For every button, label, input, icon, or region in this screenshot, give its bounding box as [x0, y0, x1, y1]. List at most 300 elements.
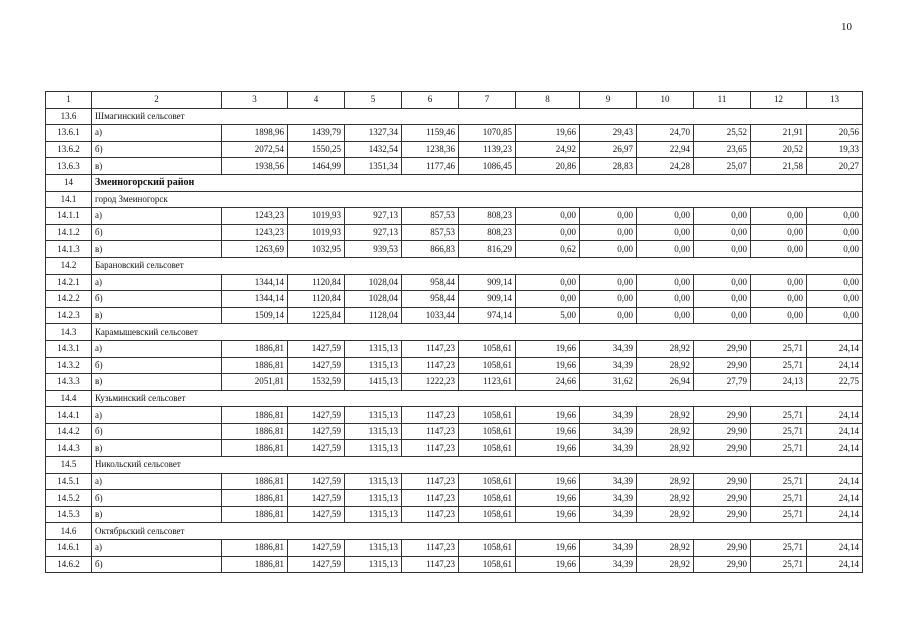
- value-cell: 1327,34: [345, 125, 402, 142]
- row-code: 14.2.2: [46, 291, 92, 308]
- table-row: [46, 473, 863, 490]
- value-cell: 28,92: [637, 506, 694, 523]
- value-cell: 24,14: [807, 357, 863, 374]
- table-row: [46, 374, 863, 391]
- value-cell: 29,90: [694, 423, 751, 440]
- section-title: Октябрьский сельсовет: [92, 523, 863, 540]
- value-cell: 1058,61: [459, 556, 516, 573]
- value-cell: 24,14: [807, 473, 863, 490]
- row-variant: б): [92, 357, 222, 374]
- value-cell: 29,90: [694, 556, 751, 573]
- value-cell: 1139,23: [459, 141, 516, 158]
- value-cell: 1243,23: [222, 224, 288, 241]
- value-cell: 1032,95: [288, 241, 345, 258]
- value-cell: 34,39: [580, 556, 637, 573]
- value-cell: 28,92: [637, 473, 694, 490]
- value-cell: 0,00: [807, 224, 863, 241]
- value-cell: 24,14: [807, 440, 863, 457]
- value-cell: 1427,59: [288, 540, 345, 557]
- row-variant: в): [92, 374, 222, 391]
- table-row: [46, 141, 863, 158]
- value-cell: 34,39: [580, 340, 637, 357]
- value-cell: 1070,85: [459, 125, 516, 142]
- tariff-table: [45, 91, 863, 573]
- value-cell: 0,00: [807, 274, 863, 291]
- row-code: 14.5.1: [46, 473, 92, 490]
- value-cell: 1147,23: [402, 440, 459, 457]
- value-cell: 1427,59: [288, 340, 345, 357]
- value-cell: 0,00: [580, 241, 637, 258]
- value-cell: 1427,59: [288, 556, 345, 573]
- value-cell: 0,00: [694, 224, 751, 241]
- value-cell: 19,66: [516, 340, 580, 357]
- value-cell: 857,53: [402, 208, 459, 225]
- row-variant: б): [92, 423, 222, 440]
- value-cell: 28,83: [580, 158, 637, 175]
- table-row: [46, 158, 863, 175]
- value-cell: 28,92: [637, 490, 694, 507]
- table-row: [46, 357, 863, 374]
- table-row: [46, 241, 863, 258]
- row-code: 14.2.3: [46, 307, 92, 324]
- value-cell: 34,39: [580, 490, 637, 507]
- value-cell: 1886,81: [222, 423, 288, 440]
- value-cell: 24,70: [637, 125, 694, 142]
- value-cell: 1315,13: [345, 490, 402, 507]
- row-code: 14.5.2: [46, 490, 92, 507]
- table-row: [46, 423, 863, 440]
- row-code: 14.3.2: [46, 357, 92, 374]
- value-cell: 1315,13: [345, 556, 402, 573]
- value-cell: 0,00: [694, 291, 751, 308]
- value-cell: 1315,13: [345, 340, 402, 357]
- value-cell: 29,90: [694, 440, 751, 457]
- value-cell: 0,00: [637, 224, 694, 241]
- row-code: 14.1.3: [46, 241, 92, 258]
- value-cell: 29,90: [694, 357, 751, 374]
- value-cell: 0,00: [694, 307, 751, 324]
- value-cell: 1028,04: [345, 291, 402, 308]
- header-cell: 2: [92, 92, 222, 109]
- value-cell: 29,90: [694, 340, 751, 357]
- header-cell: 3: [222, 92, 288, 109]
- row-code: 14.1: [46, 191, 92, 208]
- row-code: 14.4.1: [46, 407, 92, 424]
- section-row: [46, 174, 863, 191]
- section-row: [46, 108, 863, 125]
- value-cell: 909,14: [459, 291, 516, 308]
- value-cell: 25,07: [694, 158, 751, 175]
- table-row: [46, 274, 863, 291]
- row-variant: б): [92, 224, 222, 241]
- value-cell: 0,00: [751, 307, 807, 324]
- table-row: [46, 490, 863, 507]
- value-cell: 1886,81: [222, 340, 288, 357]
- value-cell: 1120,84: [288, 291, 345, 308]
- value-cell: 1315,13: [345, 540, 402, 557]
- value-cell: 1058,61: [459, 540, 516, 557]
- value-cell: 1532,59: [288, 374, 345, 391]
- value-cell: 866,83: [402, 241, 459, 258]
- section-title: Никольский сельсовет: [92, 457, 863, 474]
- table-row: [46, 291, 863, 308]
- value-cell: 1427,59: [288, 423, 345, 440]
- value-cell: 25,71: [751, 506, 807, 523]
- value-cell: 1315,13: [345, 440, 402, 457]
- row-code: 13.6.3: [46, 158, 92, 175]
- value-cell: 25,71: [751, 407, 807, 424]
- value-cell: 0,00: [516, 208, 580, 225]
- value-cell: 24,66: [516, 374, 580, 391]
- value-cell: 1315,13: [345, 506, 402, 523]
- value-cell: 0,00: [580, 291, 637, 308]
- row-code: 14.4.2: [46, 423, 92, 440]
- value-cell: 29,90: [694, 490, 751, 507]
- header-cell: 5: [345, 92, 402, 109]
- value-cell: 19,33: [807, 141, 863, 158]
- value-cell: 0,00: [637, 241, 694, 258]
- value-cell: 24,14: [807, 490, 863, 507]
- row-code: 14.4: [46, 390, 92, 407]
- value-cell: 19,66: [516, 556, 580, 573]
- value-cell: 939,53: [345, 241, 402, 258]
- value-cell: 24,13: [751, 374, 807, 391]
- value-cell: 24,28: [637, 158, 694, 175]
- value-cell: 0,00: [807, 208, 863, 225]
- value-cell: 0,00: [751, 241, 807, 258]
- value-cell: 958,44: [402, 274, 459, 291]
- value-cell: 1147,23: [402, 473, 459, 490]
- row-code: 14.5: [46, 457, 92, 474]
- table-row: [46, 224, 863, 241]
- value-cell: 28,92: [637, 440, 694, 457]
- value-cell: 857,53: [402, 224, 459, 241]
- value-cell: 1123,61: [459, 374, 516, 391]
- value-cell: 1315,13: [345, 357, 402, 374]
- value-cell: 1147,23: [402, 506, 459, 523]
- value-cell: 24,14: [807, 540, 863, 557]
- section-title: Карамышевский сельсовет: [92, 324, 863, 341]
- value-cell: 1058,61: [459, 423, 516, 440]
- row-variant: в): [92, 307, 222, 324]
- value-cell: 1886,81: [222, 506, 288, 523]
- row-variant: б): [92, 141, 222, 158]
- value-cell: 1886,81: [222, 357, 288, 374]
- value-cell: 29,43: [580, 125, 637, 142]
- value-cell: 34,39: [580, 473, 637, 490]
- row-variant: а): [92, 473, 222, 490]
- section-row: [46, 324, 863, 341]
- row-variant: в): [92, 506, 222, 523]
- value-cell: 20,52: [751, 141, 807, 158]
- value-cell: 1147,23: [402, 407, 459, 424]
- value-cell: 1427,59: [288, 440, 345, 457]
- value-cell: 0,00: [751, 208, 807, 225]
- value-cell: 19,66: [516, 490, 580, 507]
- value-cell: 26,94: [637, 374, 694, 391]
- value-cell: 1058,61: [459, 473, 516, 490]
- value-cell: 1028,04: [345, 274, 402, 291]
- value-cell: 25,71: [751, 490, 807, 507]
- value-cell: 25,71: [751, 540, 807, 557]
- table-row: [46, 540, 863, 557]
- header-row: [46, 92, 863, 109]
- value-cell: 974,14: [459, 307, 516, 324]
- row-code: 14.2: [46, 257, 92, 274]
- row-variant: а): [92, 407, 222, 424]
- value-cell: 1886,81: [222, 407, 288, 424]
- value-cell: 19,66: [516, 473, 580, 490]
- value-cell: 1263,69: [222, 241, 288, 258]
- section-title: Кузьминский сельсовет: [92, 390, 863, 407]
- value-cell: 927,13: [345, 208, 402, 225]
- value-cell: 0,00: [580, 224, 637, 241]
- value-cell: 19,66: [516, 440, 580, 457]
- value-cell: 19,66: [516, 357, 580, 374]
- value-cell: 28,92: [637, 540, 694, 557]
- header-cell: 6: [402, 92, 459, 109]
- value-cell: 1351,34: [345, 158, 402, 175]
- value-cell: 808,23: [459, 224, 516, 241]
- value-cell: 1177,46: [402, 158, 459, 175]
- value-cell: 34,39: [580, 423, 637, 440]
- value-cell: 1159,46: [402, 125, 459, 142]
- value-cell: 0,00: [637, 291, 694, 308]
- row-code: 14: [46, 174, 92, 191]
- value-cell: 22,75: [807, 374, 863, 391]
- table-row: [46, 440, 863, 457]
- value-cell: 0,00: [580, 274, 637, 291]
- value-cell: 1432,54: [345, 141, 402, 158]
- value-cell: 25,71: [751, 340, 807, 357]
- section-row: [46, 257, 863, 274]
- value-cell: 0,00: [637, 307, 694, 324]
- row-variant: б): [92, 490, 222, 507]
- value-cell: 2072,54: [222, 141, 288, 158]
- table-row: [46, 506, 863, 523]
- value-cell: 28,92: [637, 407, 694, 424]
- value-cell: 1938,56: [222, 158, 288, 175]
- row-variant: б): [92, 291, 222, 308]
- value-cell: 19,66: [516, 506, 580, 523]
- value-cell: 1058,61: [459, 407, 516, 424]
- value-cell: 27,79: [694, 374, 751, 391]
- value-cell: 1147,23: [402, 540, 459, 557]
- page-number: 10: [841, 21, 852, 33]
- value-cell: 0,00: [516, 291, 580, 308]
- value-cell: 0,00: [516, 224, 580, 241]
- value-cell: 20,27: [807, 158, 863, 175]
- section-row: [46, 191, 863, 208]
- value-cell: 34,39: [580, 407, 637, 424]
- value-cell: 1427,59: [288, 357, 345, 374]
- row-code: 13.6: [46, 108, 92, 125]
- row-code: 14.5.3: [46, 506, 92, 523]
- value-cell: 1147,23: [402, 556, 459, 573]
- value-cell: 1315,13: [345, 473, 402, 490]
- header-cell: 12: [751, 92, 807, 109]
- value-cell: 19,66: [516, 125, 580, 142]
- value-cell: 29,90: [694, 473, 751, 490]
- row-variant: в): [92, 440, 222, 457]
- value-cell: 1344,14: [222, 291, 288, 308]
- value-cell: 24,14: [807, 423, 863, 440]
- table-row: [46, 125, 863, 142]
- section-title: город Змеиногорск: [92, 191, 863, 208]
- value-cell: 1439,79: [288, 125, 345, 142]
- value-cell: 1886,81: [222, 440, 288, 457]
- value-cell: 28,92: [637, 423, 694, 440]
- value-cell: 29,90: [694, 407, 751, 424]
- value-cell: 1147,23: [402, 423, 459, 440]
- row-variant: б): [92, 556, 222, 573]
- header-cell: 11: [694, 92, 751, 109]
- row-variant: в): [92, 241, 222, 258]
- value-cell: 1147,23: [402, 490, 459, 507]
- row-variant: а): [92, 125, 222, 142]
- value-cell: 1886,81: [222, 473, 288, 490]
- value-cell: 29,90: [694, 540, 751, 557]
- row-variant: а): [92, 340, 222, 357]
- value-cell: 25,71: [751, 440, 807, 457]
- table-row: [46, 340, 863, 357]
- value-cell: 1033,44: [402, 307, 459, 324]
- value-cell: 958,44: [402, 291, 459, 308]
- value-cell: 0,00: [751, 224, 807, 241]
- value-cell: 20,86: [516, 158, 580, 175]
- value-cell: 927,13: [345, 224, 402, 241]
- table-row: [46, 208, 863, 225]
- table-row: [46, 407, 863, 424]
- value-cell: 25,71: [751, 556, 807, 573]
- value-cell: 1147,23: [402, 357, 459, 374]
- value-cell: 24,14: [807, 340, 863, 357]
- value-cell: 1315,13: [345, 423, 402, 440]
- value-cell: 0,00: [694, 241, 751, 258]
- value-cell: 1550,25: [288, 141, 345, 158]
- value-cell: 1058,61: [459, 440, 516, 457]
- value-cell: 0,00: [694, 208, 751, 225]
- table-row: [46, 307, 863, 324]
- header-cell: 8: [516, 92, 580, 109]
- value-cell: 1427,59: [288, 490, 345, 507]
- value-cell: 5,00: [516, 307, 580, 324]
- value-cell: 1427,59: [288, 506, 345, 523]
- value-cell: 23,65: [694, 141, 751, 158]
- value-cell: 25,71: [751, 357, 807, 374]
- value-cell: 19,66: [516, 540, 580, 557]
- table-row: [46, 556, 863, 573]
- value-cell: 28,92: [637, 340, 694, 357]
- row-code: 13.6.2: [46, 141, 92, 158]
- value-cell: 1464,99: [288, 158, 345, 175]
- header-cell: 9: [580, 92, 637, 109]
- value-cell: 1222,23: [402, 374, 459, 391]
- header-cell: 7: [459, 92, 516, 109]
- value-cell: 28,92: [637, 357, 694, 374]
- value-cell: 0,00: [807, 291, 863, 308]
- value-cell: 19,66: [516, 407, 580, 424]
- row-code: 14.4.3: [46, 440, 92, 457]
- value-cell: 25,52: [694, 125, 751, 142]
- value-cell: 1427,59: [288, 407, 345, 424]
- value-cell: 19,66: [516, 423, 580, 440]
- value-cell: 0,00: [694, 274, 751, 291]
- row-code: 14.3.1: [46, 340, 92, 357]
- row-code: 14.3: [46, 324, 92, 341]
- header-cell: 1: [46, 92, 92, 109]
- section-title: Шмагинский сельсовет: [92, 108, 863, 125]
- section-title: Барановский сельсовет: [92, 257, 863, 274]
- value-cell: 808,23: [459, 208, 516, 225]
- section-row: [46, 457, 863, 474]
- row-code: 14.3.3: [46, 374, 92, 391]
- row-variant: а): [92, 540, 222, 557]
- row-code: 14.6.2: [46, 556, 92, 573]
- value-cell: 2051,81: [222, 374, 288, 391]
- table-body: [46, 92, 863, 573]
- value-cell: 34,39: [580, 540, 637, 557]
- value-cell: 0,00: [807, 307, 863, 324]
- value-cell: 1415,13: [345, 374, 402, 391]
- value-cell: 34,39: [580, 357, 637, 374]
- value-cell: 1058,61: [459, 357, 516, 374]
- value-cell: 31,62: [580, 374, 637, 391]
- section-row: [46, 390, 863, 407]
- value-cell: 1225,84: [288, 307, 345, 324]
- row-variant: в): [92, 158, 222, 175]
- value-cell: 1886,81: [222, 490, 288, 507]
- value-cell: 0,00: [580, 208, 637, 225]
- value-cell: 24,14: [807, 506, 863, 523]
- value-cell: 1058,61: [459, 490, 516, 507]
- row-code: 14.2.1: [46, 274, 92, 291]
- value-cell: 1886,81: [222, 540, 288, 557]
- value-cell: 21,91: [751, 125, 807, 142]
- value-cell: 1238,36: [402, 141, 459, 158]
- row-code: 14.1.1: [46, 208, 92, 225]
- row-code: 14.6: [46, 523, 92, 540]
- value-cell: 1427,59: [288, 473, 345, 490]
- value-cell: 20,56: [807, 125, 863, 142]
- value-cell: 1019,93: [288, 224, 345, 241]
- value-cell: 25,71: [751, 423, 807, 440]
- value-cell: 28,92: [637, 556, 694, 573]
- value-cell: 1128,04: [345, 307, 402, 324]
- value-cell: 25,71: [751, 473, 807, 490]
- value-cell: 21,58: [751, 158, 807, 175]
- value-cell: 0,00: [637, 274, 694, 291]
- row-variant: а): [92, 274, 222, 291]
- value-cell: 24,14: [807, 556, 863, 573]
- value-cell: 0,00: [516, 274, 580, 291]
- value-cell: 1019,93: [288, 208, 345, 225]
- header-cell: 4: [288, 92, 345, 109]
- value-cell: 1886,81: [222, 556, 288, 573]
- value-cell: 1344,14: [222, 274, 288, 291]
- value-cell: 34,39: [580, 440, 637, 457]
- value-cell: 1058,61: [459, 340, 516, 357]
- value-cell: 1058,61: [459, 506, 516, 523]
- value-cell: 29,90: [694, 506, 751, 523]
- value-cell: 1147,23: [402, 340, 459, 357]
- value-cell: 909,14: [459, 274, 516, 291]
- header-cell: 10: [637, 92, 694, 109]
- value-cell: 34,39: [580, 506, 637, 523]
- value-cell: 0,00: [751, 274, 807, 291]
- value-cell: 1243,23: [222, 208, 288, 225]
- value-cell: 22,94: [637, 141, 694, 158]
